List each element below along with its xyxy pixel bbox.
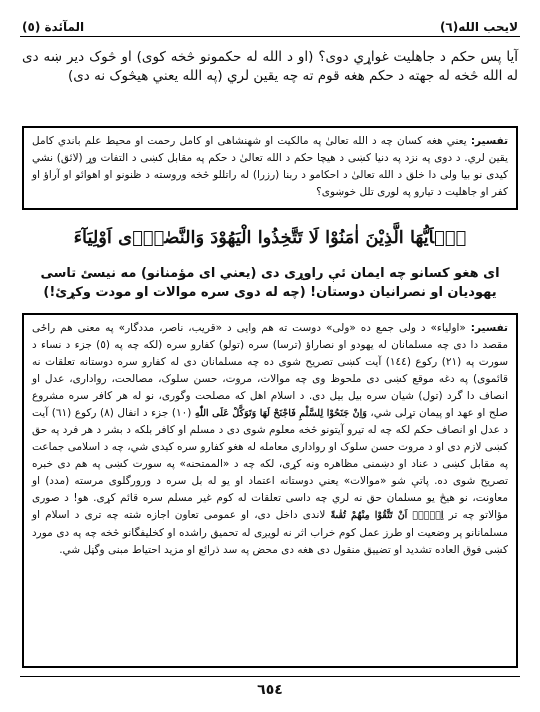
footer-divider xyxy=(20,676,520,677)
tafsir-text: لاندی داخل دی، او عمومی تعاون اجازه شته چه تری د اسلام او مسلمانانو پر وضعيت او طرز عمل کوم خراب اثر نه لويږی له تحميق راشده او کخليفگانو څخه چه په دی مورد کښی فوق العاده تشديد او تضييق منقول دی هغه دی محض په سد ذرائع او مزيد احتياط مبنی وگڼل شي. xyxy=(32,508,508,556)
header-surah: المآئدة (٥) xyxy=(22,20,85,34)
header-juz: لايحب الله(٦) xyxy=(439,20,518,34)
tafsir-text: آيت د عدل او انصاف حکم لکه چه له تيرو آيتونو څخه معلوم شوی دی د مسلم او کافر بلکه د بشر د هر فرد په حق کښی لازم دی او د مروت حسن سلوک او رواداری معامله له هغو کفارو سره کيدی شي، چه د اسلامی جماعت په مقابل کښی د عناد او دښمنی مظاهره ونه کړی، لکه چه د «الممتحنه» په سورت کښی په هم دی خبره تصريح شوی ده. پاتې شو «موالات» يعني دوستانه اعتماد او يو له بل سره د ورورگلوی مرسته (مدد) او معاونت، نو هيڅ يو مسلمان حق نه لري چه داسی تعلقات له کوم غير مسلم سره قائم کړی. هو! د صورى مؤالاتو چه تر xyxy=(32,406,509,521)
ayah-reference: (١٠) جزء د انفال (٨) رکوع (٦١) xyxy=(51,406,192,419)
tafsir-box-1 xyxy=(22,126,518,210)
arabic-ayah-text: يٰۤاَيُّهَا الَّذِيْنَ اٰمَنُوْا لَا تَتَّخِذُوا الْيَهُوْدَ وَالنَّصٰرٰۤى اَوْلِيَآءَ xyxy=(73,228,467,248)
arabic-ayah xyxy=(22,218,518,258)
tafsir-text: يعني هغه کسان چه د الله تعالیٰ په مالکيت او شهنشاهی او کامل رحمت او محيط علم باندي کامل يقين لري. د دوی په نزد په دنيا کښی د هيچا حکم د الله تعالیٰ د حکم په مقابل کښی د التفات وړ (لائق) نشي کيدی نو بيا ولی دا خلق د الله تعالیٰ د احکامو د ربنا (رزرا) له راتللو څخه وروسته د ظنونو او اهوائو او آراؤ او کفر او جاهليت د تيارو په لوری تلل خوښوی؟ xyxy=(32,135,508,198)
tafsir-paragraph xyxy=(32,133,508,201)
tafsir-paragraph xyxy=(32,320,508,559)
page-number: ٦٥٤ xyxy=(257,682,283,698)
ayah-translation: ای هغو کسانو چه ايمان ئې راوړی دی (يعني ای مؤمنانو) مه نيسئ تاسی يهوديان او نصرانيان دوستان! (چه له دوی سره موالات او مودت وکړئ!) xyxy=(40,266,500,300)
header-divider xyxy=(20,36,520,37)
running-header xyxy=(22,8,518,34)
verse-translation: آيا پس حکم د جاهليت غواړي دوی؟ (او د الله له حکمونو څخه کوی) او څوک دير ښه دی له الله څخه له جهته د حکم هغه قوم ته چه يقين لري (په الله يعني هيڅوک نه دی) xyxy=(22,49,518,84)
tafsir-label: تفسير: xyxy=(470,322,508,334)
tafsir-text: «اولياء» د ولی جمع ده «ولی» دوست ته هم وايی د «قريب، ناصر، مددگار» په معنی هم راځی مقصد دا دی چه مسلمانان له يهودو او نصاراؤ (ترسا) سره (تولو) کفارو سره (لکه چه په (٥) جزء د نساء د سورت په (٢١) رکوع (١٤٤) آيت کښی تصريح شوی ده چه مسلمانان دی له کفارو سره دوستانه تعلقات نه قائموی) په دغه موقع کښی دی ملحوظ وی چه موالات، مروت، حسن سلوک، مصالحت، رواداری، عدل او انصاف دا گرد (تول) شيان سره بيل بيل دی. د اسلام اهل که مصلحت وگوری، نو له هر کافر سره مشروع صلح او عهد او پيمان تړلی شي، xyxy=(32,322,509,419)
tafsir-label: تفسير: xyxy=(470,135,509,147)
inline-ayah: اِلَّاۤ اَنْ تَتَّقُوْا مِنْهُمْ تُقٰىةً xyxy=(330,509,444,521)
inline-ayah: وَاِنْ جَنَحُوْا لِلسَّلْمِ فَاجْنَحْ لَهَا وَتَوَكَّلْ عَلَى اللّٰهِ xyxy=(194,407,367,419)
tafsir-box-2 xyxy=(22,313,518,668)
